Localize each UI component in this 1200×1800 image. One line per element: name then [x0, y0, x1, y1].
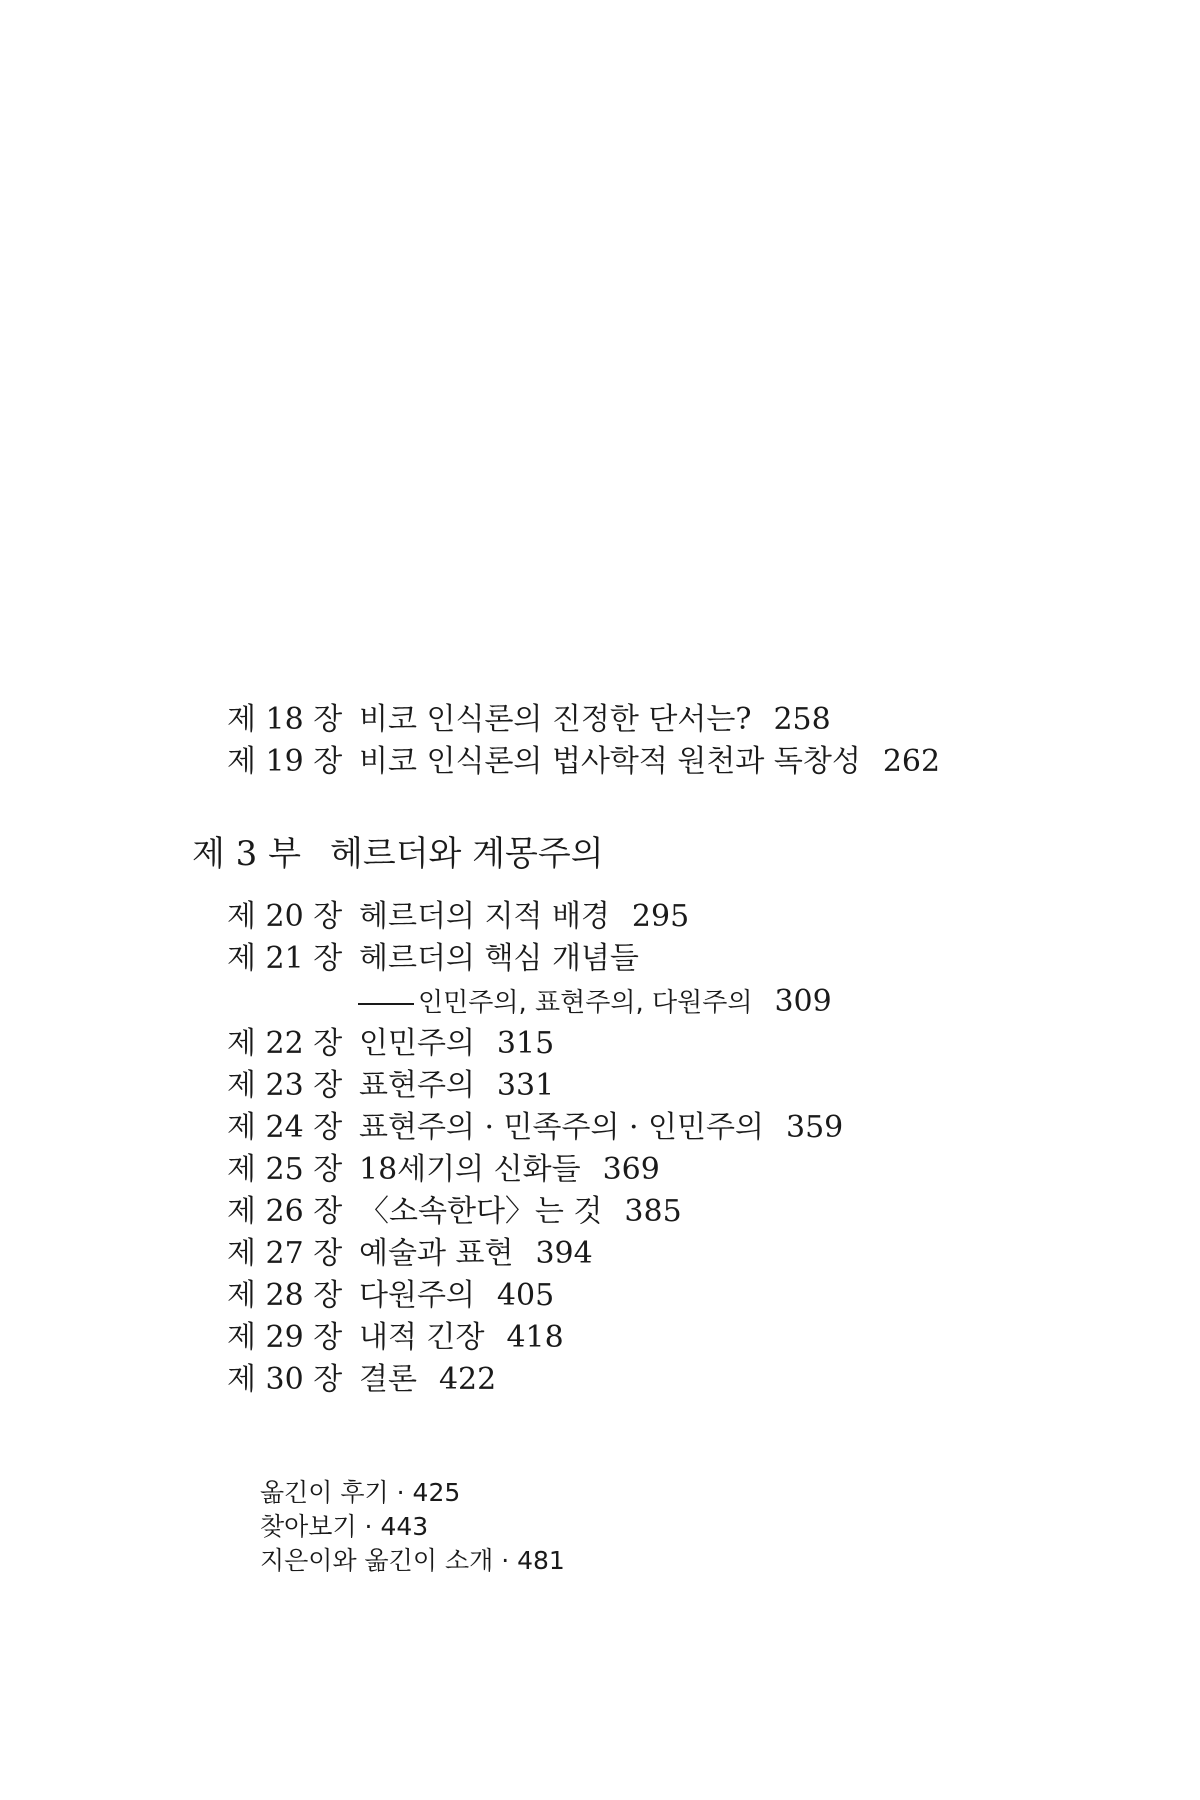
chapter-number: 제 21 장	[227, 941, 343, 976]
chapter-number: 제 28 장	[227, 1278, 343, 1313]
page-number: 309	[774, 984, 832, 1019]
chapter-title: 다원주의	[359, 1278, 475, 1313]
chapter-title: 헤르더의 지적 배경	[359, 899, 610, 934]
chapter-title: 예술과 표현	[359, 1236, 514, 1271]
chapter-title: 인민주의	[359, 1026, 475, 1061]
chapter-number: 제 25 장	[227, 1152, 343, 1187]
page-number: 359	[785, 1110, 844, 1145]
chapter-number: 제 19 장	[227, 744, 343, 779]
chapter-number: 제 29 장	[227, 1320, 343, 1355]
chapter-title: 표현주의 · 민족주의 · 인민주의	[359, 1110, 764, 1145]
toc-entry-chapter-20	[227, 897, 689, 937]
page-number: 418	[506, 1320, 564, 1355]
page-number: 315	[496, 1026, 555, 1061]
toc-entry-chapter-27	[227, 1234, 593, 1274]
chapter-21-subtitle	[358, 982, 832, 1023]
chapter-number: 제 24 장	[227, 1110, 343, 1145]
chapter-number: 제 20 장	[227, 899, 343, 934]
toc-entry-chapter-26	[227, 1192, 682, 1232]
chapter-number: 제 30 장	[227, 1362, 343, 1397]
part-number: 제 3 부	[192, 834, 301, 874]
toc-entry-chapter-22	[227, 1024, 554, 1064]
chapter-title: 결론	[359, 1362, 417, 1397]
page-number: 405	[496, 1278, 555, 1313]
chapter-title: 비코 인식론의 진정한 단서는?	[359, 702, 752, 737]
chapter-title: 18세기의 신화들	[359, 1152, 581, 1187]
page-number: 422	[438, 1362, 497, 1397]
page-number: 385	[624, 1194, 682, 1229]
toc-entry-chapter-28	[227, 1276, 554, 1316]
toc-entry-chapter-21	[227, 939, 639, 979]
toc-entry-chapter-19	[227, 742, 940, 782]
page-number: 262	[882, 744, 941, 779]
toc-entry-chapter-29	[227, 1318, 564, 1358]
chapter-number: 제 22 장	[227, 1026, 343, 1061]
chapter-title: 내적 긴장	[359, 1320, 485, 1355]
toc-entry-chapter-30	[227, 1360, 496, 1400]
page-number: 394	[535, 1236, 593, 1271]
chapter-number: 제 18 장	[227, 702, 343, 737]
part-heading	[192, 832, 604, 876]
page-number: 331	[496, 1068, 555, 1103]
chapter-number: 제 27 장	[227, 1236, 343, 1271]
subtitle-text: 인민주의, 표현주의, 다원주의	[418, 988, 753, 1018]
toc-entry-chapter-23	[227, 1066, 554, 1106]
toc-entry-chapter-25	[227, 1150, 660, 1190]
chapter-number: 제 26 장	[227, 1194, 343, 1229]
chapter-number: 제 23 장	[227, 1068, 343, 1103]
backmatter-translator-afterword: 옮긴이 후기 · 425	[260, 1478, 461, 1507]
backmatter-author-translator-bio: 지은이와 옮긴이 소개 · 481	[260, 1546, 565, 1575]
em-dash-rule	[358, 1003, 414, 1005]
chapter-title: 표현주의	[359, 1068, 475, 1103]
backmatter-index: 찾아보기 · 443	[260, 1512, 429, 1541]
chapter-title: 비코 인식론의 법사학적 원천과 독창성	[359, 744, 861, 779]
page-number: 369	[602, 1152, 660, 1187]
chapter-title: 〈소속한다〉는 것	[359, 1194, 603, 1229]
toc-entry-chapter-24	[227, 1108, 843, 1148]
page-number: 295	[631, 899, 690, 934]
toc-entry-chapter-18	[227, 700, 831, 740]
page-number: 258	[773, 702, 831, 737]
part-title: 헤르더와 계몽주의	[330, 834, 604, 874]
chapter-title: 헤르더의 핵심 개념들	[359, 941, 639, 976]
